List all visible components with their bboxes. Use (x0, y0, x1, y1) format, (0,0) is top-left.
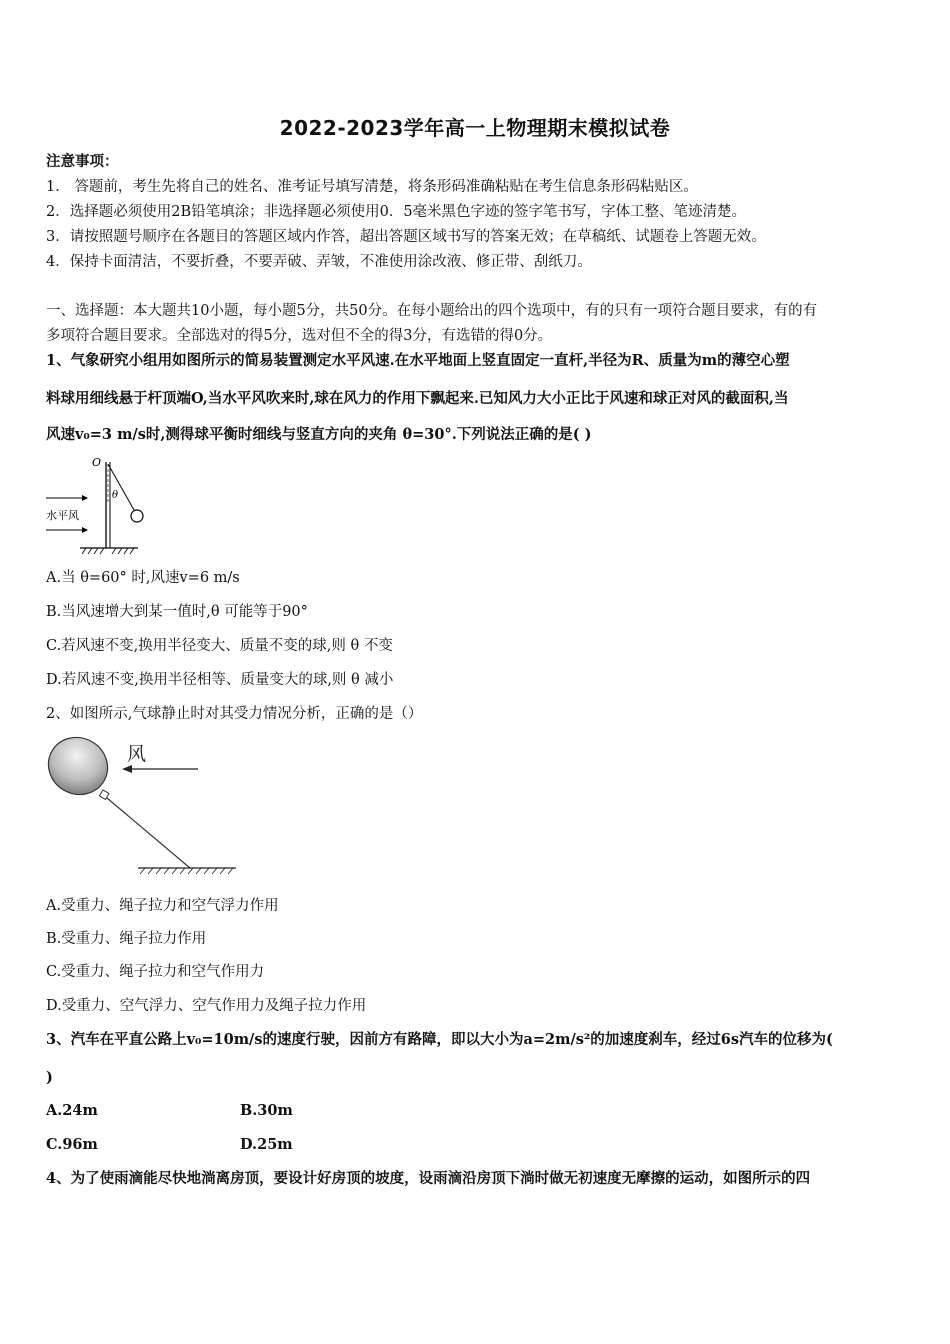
notice-item-3: 3．请按照题号顺序在各题目的答题区域内作答，超出答题区域书写的答案无效；在草稿纸、试题卷上答题无效。 (46, 229, 766, 245)
q1-figure-label-wind: 水平风 (46, 509, 79, 522)
q1-option-c: C.若风速不变,换用半径变大、质量不变的球,则 θ 不变 (46, 638, 393, 654)
section1-line-2: 多项符合题目要求。全部选对的得5分，选对但不全的得3分，有选错的得0分。 (46, 328, 553, 344)
q1-stem-line-2: 料球用细线悬于杆顶端O,当水平风吹来时,球在风力的作用下飘起来.已知风力大小正比于风速和球正对风的截面积,当 (46, 390, 789, 407)
q4-stem-line-1: 4、为了使雨滴能尽快地淌离房顶，要设计好房顶的坡度，设雨滴沿房顶下淌时做无初速度无摩擦的运动，如图所示的四 (46, 1170, 811, 1187)
notice-item-4: 4．保持卡面清洁，不要折叠，不要弄破、弄皱，不准使用涂改液、修正带、刮纸刀。 (46, 254, 592, 270)
q2-figure-label-wind: 风 (127, 743, 147, 765)
q1-option-d: D.若风速不变,换用半径相等、质量变大的球,则 θ 减小 (46, 672, 394, 688)
q2-option-d: D.受重力、空气浮力、空气作用力及绳子拉力作用 (46, 998, 367, 1014)
q1-option-a: A.当 θ=60° 时,风速v=6 m/s (46, 570, 240, 586)
q1-figure-label-o: O (92, 456, 102, 469)
q1-stem-line-3: 风速v₀=3 m/s时,测得球平衡时细线与竖直方向的夹角 θ=30°.下列说法正确的是( ) (46, 426, 592, 443)
q3-option-c: C.96m (46, 1136, 98, 1153)
section1-line-1: 一、选择题：本大题共10小题，每小题5分，共50分。在每小题给出的四个选项中，有的只有一项符合题目要求，有的有 (46, 303, 818, 319)
q1-wind-arrowhead-2 (82, 527, 88, 533)
notice-item-1: 1． 答题前，考生先将自己的姓名、准考证号填写清楚，将条形码准确粘贴在考生信息条形码粘贴区。 (46, 179, 698, 195)
notice-heading: 注意事项： (46, 153, 119, 170)
q1-wind-arrowhead-1 (82, 495, 88, 501)
q1-stem-line-1: 1、气象研究小组用如图所示的简易装置测定水平风速.在水平地面上竖直固定一直杆,半径为R、质量为m的薄空心塑 (46, 352, 790, 369)
q2-wind-arrowhead (122, 765, 132, 773)
q3-stem-line-1: 3、汽车在平直公路上v₀=10m/s的速度行驶，因前方有路障，即以大小为a=2m/s²的加速度刹车，经过6s汽车的位移为( (46, 1031, 833, 1048)
q2-option-b: B.受重力、绳子拉力作用 (46, 931, 207, 947)
q1-string (108, 464, 134, 510)
q2-option-c: C.受重力、绳子拉力和空气作用力 (46, 964, 265, 980)
q2-option-a: A.受重力、绳子拉力和空气浮力作用 (46, 898, 279, 914)
q2-ground-hatch (140, 868, 233, 874)
q3-option-d: D.25m (240, 1136, 293, 1153)
q2-rope (107, 798, 190, 868)
q1-figure-label-theta: θ (112, 490, 119, 501)
q1-ball (131, 510, 143, 522)
q2-stem: 2、如图所示,气球静止时对其受力情况分析，正确的是（） (46, 706, 423, 722)
q2-figure (40, 732, 250, 877)
page-title: 2022-2023学年高一上物理期末模拟试卷 (279, 116, 671, 140)
q3-option-b: B.30m (240, 1102, 293, 1119)
q1-ground-hatch (82, 548, 134, 554)
notice-item-2: 2．选择题必须使用2B铅笔填涂；非选择题必须使用0．5毫米黑色字迹的签字笔书写，字体工整、笔迹清楚。 (46, 204, 747, 220)
q1-figure (40, 452, 160, 562)
q1-option-b: B.当风速增大到某一值时,θ 可能等于90° (46, 604, 308, 620)
q3-stem-line-2: ) (46, 1069, 53, 1086)
q3-option-a: A.24m (46, 1102, 98, 1119)
